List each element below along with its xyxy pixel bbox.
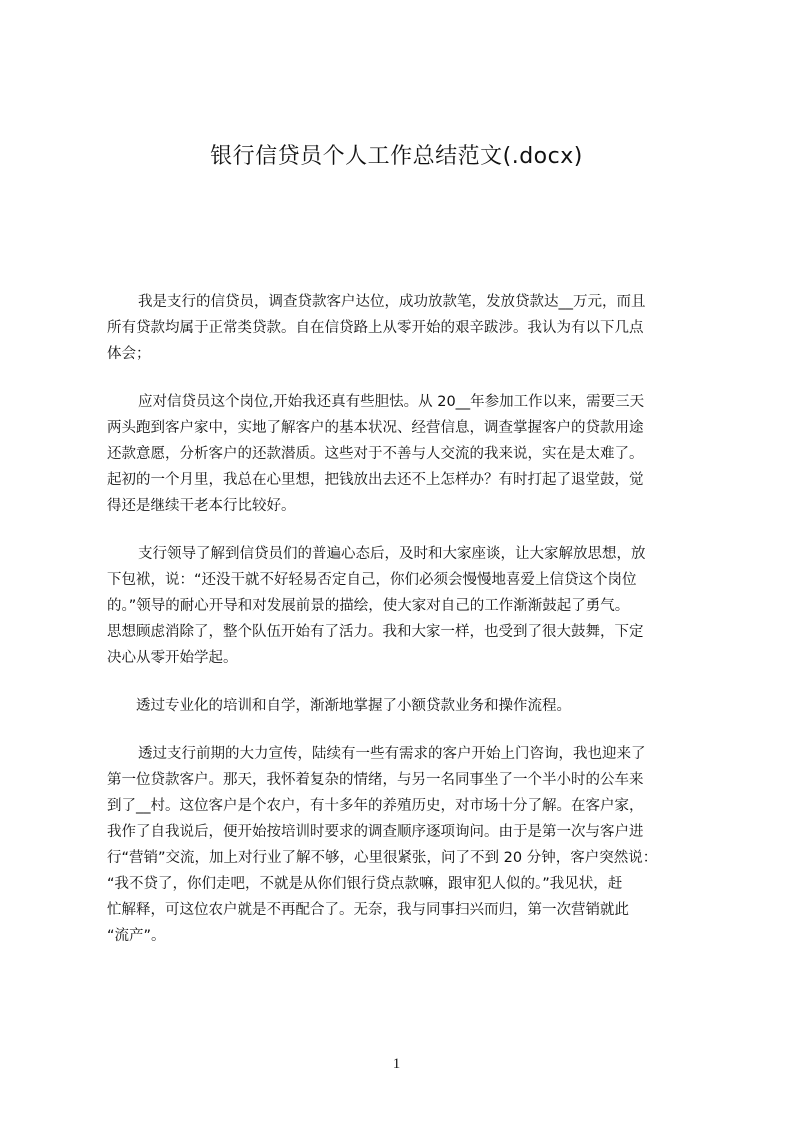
text-line: 决心从零开始学起。 [107,650,238,666]
page-number: 1 [392,1056,401,1072]
text-line: 思想顾虑消除了，整个队伍开始有了活力。我和大家一样，也受到了很大鼓舞，下定 [107,624,644,640]
text-line: 所有贷款均属于正常类贷款。自在信贷路上从零开始的艰辛跋涉。我认为有以下几点 [107,320,644,336]
text-line: 透过专业化的培训和自学，渐渐地掌握了小额贷款业务和操作流程。 [136,698,571,714]
text-line: 两头跑到客户家中，实地了解客户的基本状况、经营信息，调查掌握客户的贷款用途 [107,420,644,436]
text-line: 透过支行前期的大力宣传，陆续有一些有需求的客户开始上门咨询，我也迎来了 [138,746,646,762]
paragraph-spacer [107,671,713,693]
text-line: 到了__村。这位客户是个农户，有十多年的养殖历史，对市场十分了解。在客户家， [107,798,644,814]
paragraph-spacer [107,519,713,541]
paragraph-spacer [107,719,713,741]
document-body [107,289,713,949]
text-line: “流产”。 [107,928,166,944]
paragraph-4 [107,693,713,719]
text-line: 起初的一个月里，我总在心里想，把钱放出去还不上怎样办？有时打起了退堂鼓，觉 [107,472,644,488]
text-line: “我不贷了，你们走吧，不就是从你们银行贷点款嘛，跟审犯人似的。”我见状，赶 [107,876,623,892]
paragraph-3 [107,541,713,671]
text-line: 我作了自我说后，便开始按培训时要求的调查顺序逐项询问。由于是第一次与客户进 [107,824,644,840]
text-line: 我是支行的信贷员，调查贷款客户达位，成功放款笔，发放贷款达__万元，而且 [138,294,646,310]
text-line: 第一位贷款客户。那天，我怀着复杂的情绪，与另一名同事坐了一个半小时的公车来 [107,772,644,788]
text-line: 下包袱，说：“还没干就不好轻易否定自己，你们必须会慢慢地喜爱上信贷这个岗位 [107,572,637,588]
paragraph-5 [107,741,713,949]
text-line: 体会； [107,346,151,362]
text-line: 应对信贷员这个岗位,开始我还真有些胆怯。从 20__年参加工作以来，需要三天 [138,394,645,410]
paragraph-1 [107,289,713,367]
text-line: 得还是继续干老本行比较好。 [107,498,296,514]
paragraph-spacer [107,367,713,389]
text-line: 忙解释，可这位农户就是不再配合了。无奈，我与同事扫兴而归，第一次营销就此 [107,902,629,918]
paragraph-2 [107,389,713,519]
text-line: 支行领导了解到信贷员们的普遍心态后，及时和大家座谈，让大家解放思想，放 [138,546,646,562]
document-title: 银行信贷员个人工作总结范文(.docx) [210,144,583,169]
text-line: 还款意愿，分析客户的还款潜质。这些对于不善与人交流的我来说，实在是太难了。 [107,446,644,462]
text-line: 行“营销”交流，加上对行业了解不够，心里很紧张，问了不到 20 分钟，客户突然说： [107,850,658,866]
text-line: 的。”领导的耐心开导和对发展前景的描绘，使大家对自己的工作渐渐鼓起了勇气。 [107,598,630,614]
